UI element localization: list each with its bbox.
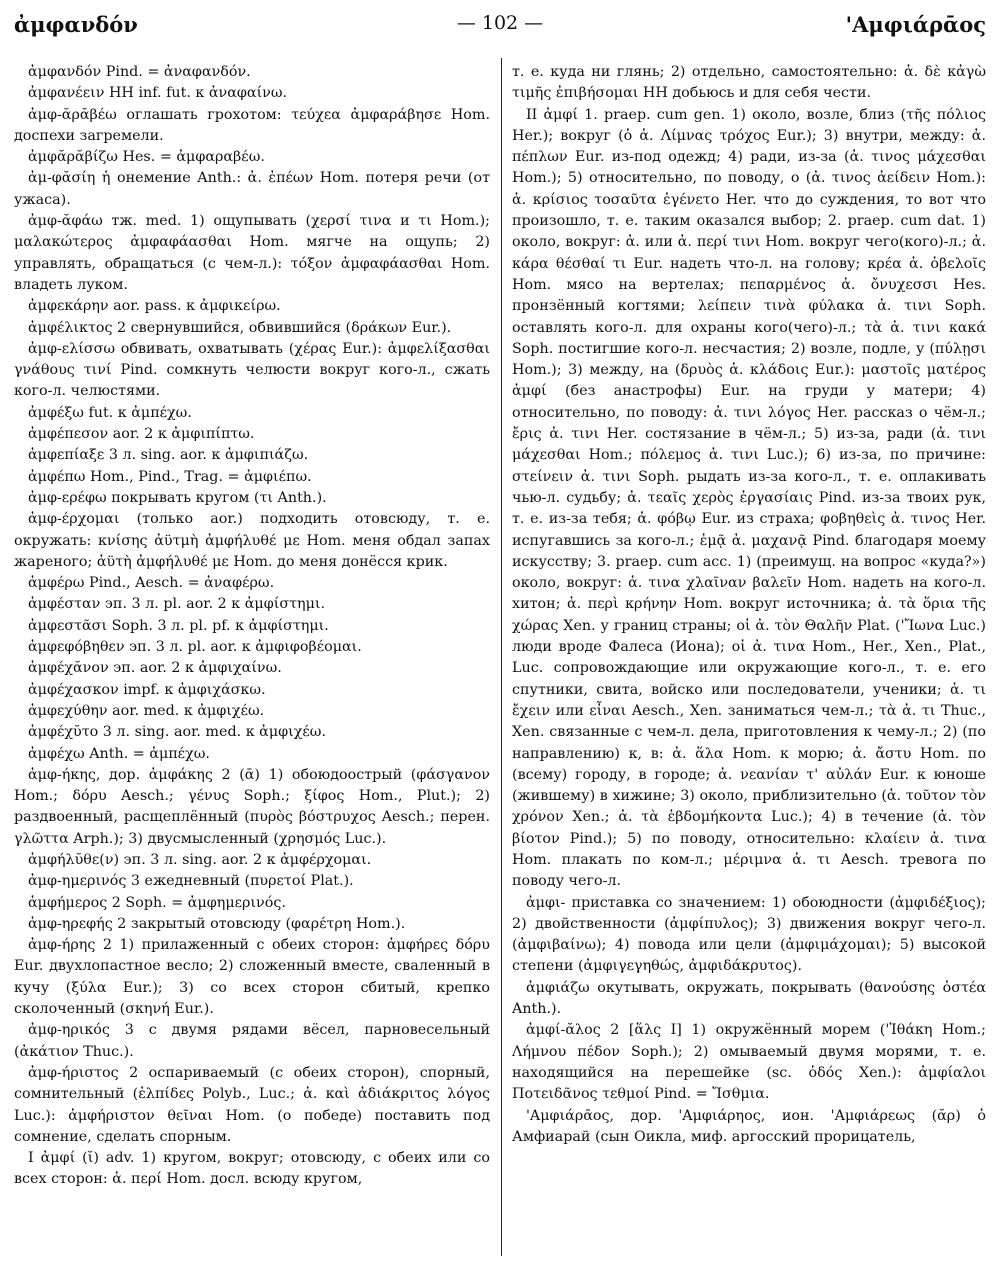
dictionary-entry: ἀμφεπίαξε 3 л. sing. aor. к ἀμφιπιάζω. <box>28 447 309 464</box>
dictionary-entry: ἀμφ-ηρικός 3 с двумя рядами вёсел, парновесельный (ἀκάτιον Thuc.). <box>14 1022 490 1060</box>
page-number: — 102 — <box>456 12 544 34</box>
dictionary-entry: ἀμφ-ᾰφάω тж. med. 1) ощупывать (χερσί τινα и τι Hom.); μαλακώτερος ἀμφαφάασθαι Hom. мягче на ощупь; 2) управлять, обращаться (с чем-л.): τόξον ἀμφαφάασθαι Hom. владеть луком. <box>14 213 490 293</box>
header-last-headword: 'Αμφιάρᾱος <box>845 12 986 37</box>
dictionary-entry: ἀμφ-έρχομαι (только aor.) подходить отовсюду, т. е. окружать: κνίσης ἀϋτμὴ ἀμφήλυθέ με Hom. меня обдал запах жареного; ἀϋτὴ ἀμφήλυθέ με Hom. до меня донёсся крик. <box>14 511 490 570</box>
dictionary-entry: ἀμφανέειν НН inf. fut. к ἀναφαίνω. <box>28 85 288 102</box>
dictionary-entry: ἀμ-φᾰσίη ἡ онемение Anth.: ἀ. ἐπέων Hom. потеря речи (от ужаса). <box>14 170 490 208</box>
dictionary-entry: ἀμφ-ελίσσω обвивать, охватывать (χέρας Eur.): ἀμφελίξασθαι γνάθους τινί Pind. сомкнуть челюсти вокруг кого-л., сжать кого-л. челюстями. <box>14 340 490 400</box>
dictionary-entry: ἀμφεχύθην aor. med. к ἀμφιχέω. <box>28 702 265 719</box>
dictionary-entry: ἀμφ-ήκης, дор. ἀμφάκης 2 (ᾱ) 1) обоюдоострый (φάσγανον Hom.; δόρυ Aesch.; γένυς Soph.; ξίφος Hom., Plut.); 2) раздвоенный, расщеплённый (πυρὸς βόστρυχος Aesch.; перен. γλῶττα Arph.); 3) двусмысленный (χρησμός Luc.). <box>14 766 490 847</box>
dictionary-entry: ἀμφέχῠτο 3 л. sing. aor. med. к ἀμφιχέω. <box>28 724 327 741</box>
dictionary-entry: ἀμφέχᾰνον эп. aor. 2 к ἀμφιχαίνω. <box>28 660 282 677</box>
column-divider <box>501 58 502 1256</box>
dictionary-entry: ἀμφέχω Anth. = ἀμπέχω. <box>28 745 210 762</box>
dictionary-entry: ἀμφεστᾶσι Soph. 3 л. pl. pf. к ἀμφίστημι. <box>28 617 329 634</box>
dictionary-entry: ἀμφ-ήρης 2 1) прилаженный с обеих сторон: ἀμφήρες δόρυ Eur. двухлопастное весло; 2) сложенный вместе, сваленный в кучу (ξύλα Eur.); 3) со всех сторон сбитый, крепко сколоченный (σκηνή Eur.). <box>14 937 490 1018</box>
dictionary-entry: ἀμφέλικτος 2 свернувшийся, обвившийся (δράκων Eur.). <box>28 319 452 336</box>
dictionary-entry: ἀμφέπεσον aor. 2 к ἀμφιπίπτω. <box>28 426 255 443</box>
dictionary-entry: ἀμφεκάρην aor. pass. к ἀμφικείρω. <box>28 298 281 315</box>
dictionary-entry: ἀμφᾰρᾰβίζω Hes. = ἀμφαραβέω. <box>28 149 265 166</box>
dictionary-entry: ἀμφ-ημερινός 3 ежедневный (πυρετοί Plat.). <box>28 873 354 890</box>
dictionary-entry: ἀμφανδόν Pind. = ἀναφανδόν. <box>28 64 251 80</box>
dictionary-entry: ἀμφιάζω окутывать, окружать, покрывать (θανούσης ὀστέα Anth.). <box>512 979 986 1018</box>
header-first-headword: ἀμφανδόν <box>14 12 138 37</box>
dictionary-entry: ἀμφ-ήριστος 2 оспариваемый (с обеих сторон), спорный, сомнительный (ἐλπίδες Polyb., Luc.; ἀ. καὶ ἀδιάκριτος λόγος Luc.): ἀμφήριστον θεῖναι Hom. (о победе) поставить под сомнение, сделать спорным. <box>14 1064 490 1145</box>
dictionary-entry: ἀμφήμερος 2 Soph. = ἀμφημερινός. <box>28 894 286 911</box>
dictionary-entry: ἀμφι- приставка со значением: 1) обоюдности (ἀμφιδέξιος); 2) двойственности (ἀμφίπυλος); 3) движения вокруг чего-л. (ἀμφιβαίνω); 4) повода или цели (ἀμφιμάχομαι); 5) высокой степени (ἀμφιγεγηθώς, ἀμφιδάκρυτος). <box>512 894 986 975</box>
dictionary-entry: ἀμφήλῠθε(ν) эп. 3 л. sing. aor. 2 к ἀμφέρχομαι. <box>28 851 372 868</box>
dictionary-entry: ἀμφέπω Hom., Pind., Trag. = ἀμφιέπω. <box>28 468 312 485</box>
dictionary-entry: ἀμφ-ᾰρᾰβέω оглашать грохотом: τεύχεα ἀμφαράβησε Hom. доспехи загремели. <box>14 106 490 144</box>
dictionary-entry: ἀμφέχασκον impf. к ἀμφιχάσκω. <box>28 681 266 698</box>
dictionary-entry: 'Αμφιάρᾱος, дор. 'Αμφιάρηος, ион. 'Αμφιάρεως (ᾰρ) ὁ Амфиарай (сын Оикла, миф. аргосский прорицатель, <box>512 1107 986 1145</box>
dictionary-entry: ἀμφέσταν эп. 3 л. pl. aor. 2 к ἀμφίστημι. <box>28 596 326 613</box>
right-column <box>512 62 986 1257</box>
dictionary-entry: ἀμφεφόβηθεν эп. 3 л. pl. aor. к ἀμφιφοβέομαι. <box>28 639 362 656</box>
dictionary-entry: ἀμφ-ερέφω покрывать кругом (τι Anth.). <box>28 489 327 506</box>
dictionary-entry: ἀμφί-ᾰλος 2 [ἅλς I] 1) окружённый морем ('Ἰθάκη Hom.; Λήμνου πέδον Soph.); 2) омываемый двумя морями, т. е. находящийся на перешейке (sc. ὁδός Xen.): ἀμφίαλοι Ποτειδᾶνος τεθμοί Pind. = Ἴσθμια. <box>512 1022 986 1103</box>
dictionary-entry: ἀμφ-ηρεφής 2 закрытый отовсюду (φαρέτρη Hom.). <box>28 915 406 932</box>
dictionary-entry: II ἀμφί 1. praep. cum gen. 1) около, возле, близ (τῆς πόλιος Her.); вокруг (ὁ ἀ. Λίμνας τρόχος Eur.); 3) внутри, между: ἀ. πέπλων Eur. из-под одежд; 4) ради, из-за (ἀ. τινος μάχεσθαι Hom.); 5) относительно, по поводу, о (ἀ. τινος ἀείδειν Hom.): ἀ. κρίσιος τοσαῦτα ἐγένετο Her. что до суждения, то вот что произошло, т. е. таким оказался выбор; 2. praep. cum dat. 1) около, вокруг: ἀ. или ἀ. περί τινι Hom. вокруг чего(кого)-л.; ἀ. κάρα θέσθαί τι Eur. надеть что-л. на голову; κρέα ἀ. ὀβελοῖς Hom. мясо на вертелах; πεπαρμένος ἀ. ὄνυχεσσι Hes. пронзённый когтями; λείπειν τινὰ φύλακα ἀ. τινι Soph. оставлять кого-л. для охраны кого(чего)-л.; τὰ ἀ. τινι κακά Soph. постигшие кого-л. несчастия; 2) возле, подле, у (πύλῃσι Hom.); 3) между, на (δρυὸς ἀ. κλάδοις Eur.): μαστοῖς ματέρος ἀμφί (без анастрофы) Eur. на груди у матери; 4) относительно, по поводу: ἀ. τινι λόγος Her. рассказ о чём-л.; ἔρις ἀ. τινι Her. состязание в чём-л.; 5) из-за, ради (ἀ. τινι μάχεσθαι Hom.; πόλεμος ἀ. τινι Luc.); 6) из-за, по причине: στείνειν ἀ. τινι Soph. рыдать из-за кого-л., т. е. оплакивать чью-л. судьбу; ἀ. τεαῖς χερὸς ἐργασίαις Pind. из-за твоих рук, т. е. из-за тебя; ἀ. φόβῳ Eur. из страха; φοβηθεὶς ἀ. τινος Her. испугавшись за кого-л.; ἐμᾷ ἀ. μαχανᾷ Pind. благодаря моему искусству; 3. praep. cum acc. 1) (преимущ. на вопрос «куда?») около, вокруг: ἀ. τινα χλαῖναν βαλεῖν Hom. надеть на кого-л. хитон; ἀ. περὶ κρήνην Hom. вокруг источника; ἀ. τὰ ὅρια τῆς χώρας Xen. у границ страны; οἱ ἀ. τὸν Θαλῆν Plat. ('Ἴωνα Luc.) люди вроде Фалеса (Иона); οἱ ἀ. τινα Hom., Her., Xen., Plat., Luc. сопровождающие или окружающие кого-л., т. е. его спутники, свита, войско или последователи, ученики; ἀ. τι ἔχειν или εἶναι Aesch., Xen. заниматься чем-л.; τὰ ἀ. τι Thuc., Xen. связанные с чем-л. дела, приготовления к чему-л.; 2) (по направлению) к, в: ἀ. ἅλα Hom. к морю; ἀ. ἄστυ Hom. по (всему) городу, в городе; ἀ. νεανίαν τ' αὐλάν Eur. к юноше (жившему) в хижине; 3) около, приблизительно (ἀ. τοῦτον τὸν χρόνον Xen.; ἀ. τὰ ἑβδομήκοντα Luc.); 4) в течение (ἀ. τὸν βίοτον Pind.); 5) по поводу, относительно: κλαίειν ἀ. τινα Hom. плакать по ком-л.; μέριμνα ἀ. τι Aesch. тревога по поводу чего-л. <box>512 106 986 890</box>
dictionary-entry: I ἀμφί (ῐ) adv. 1) кругом, вокруг; отовсюду, с обеих или со всех сторон: ἀ. περί Hom. досл. всюду кругом, <box>14 1150 490 1188</box>
dictionary-entry: ἀμφέξω fut. к ἀμπέχω. <box>28 404 192 421</box>
left-column <box>14 62 490 1257</box>
dictionary-entry: ἀμφέρω Pind., Aesch. = ἀναφέρω. <box>28 575 275 592</box>
page-header <box>14 10 986 40</box>
dictionary-entry-continuation: т. е. куда ни глянь; 2) отдельно, самостоятельно: ἀ. δὲ κἀγὼ τιμῆς ἐπιβήσομαι НН добьюсь и для себя чести. <box>512 64 986 102</box>
